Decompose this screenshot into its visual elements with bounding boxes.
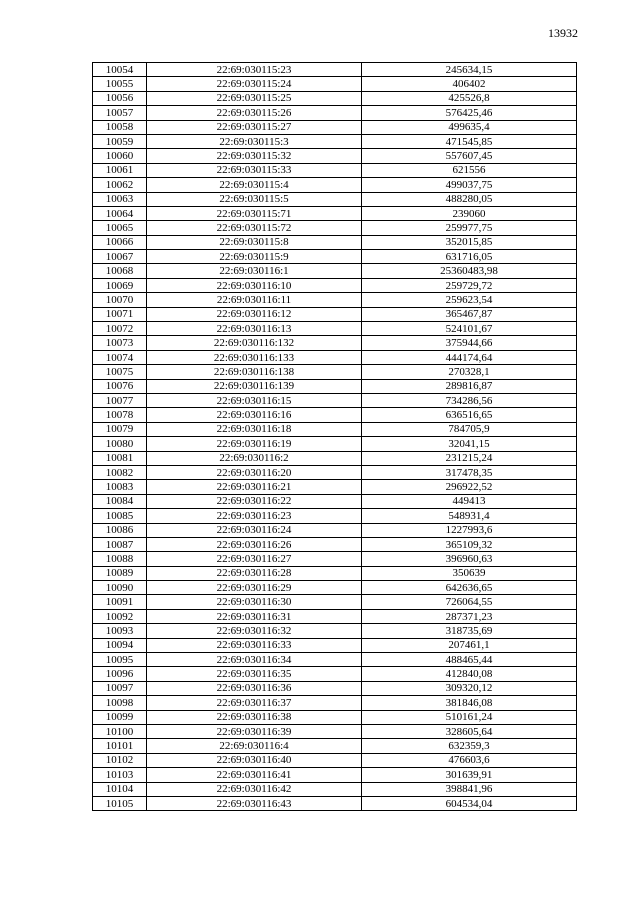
row-number-cell: 10058: [93, 120, 147, 134]
value-cell: 231215,24: [362, 451, 577, 465]
table-row: [93, 322, 577, 336]
row-number-cell: 10059: [93, 134, 147, 148]
value-cell: 365109,32: [362, 537, 577, 551]
value-cell: 499635,4: [362, 120, 577, 134]
row-number-cell: 10068: [93, 264, 147, 278]
row-number-cell: 10061: [93, 163, 147, 177]
value-cell: 557607,45: [362, 149, 577, 163]
table-row: [93, 509, 577, 523]
cadastral-number-cell: 22:69:030116:27: [147, 552, 362, 566]
table-row: [93, 724, 577, 738]
value-cell: 328605,64: [362, 724, 577, 738]
value-cell: 604534,04: [362, 796, 577, 810]
table-row: [93, 624, 577, 638]
row-number-cell: 10101: [93, 739, 147, 753]
value-cell: 425526,8: [362, 91, 577, 105]
cadastral-number-cell: 22:69:030115:3: [147, 134, 362, 148]
table-row: [93, 566, 577, 580]
value-cell: 301639,91: [362, 768, 577, 782]
cadastral-number-cell: 22:69:030116:41: [147, 768, 362, 782]
cadastral-number-cell: 22:69:030115:23: [147, 63, 362, 77]
value-cell: 471545,85: [362, 134, 577, 148]
table-row: [93, 696, 577, 710]
cadastral-number-cell: 22:69:030115:24: [147, 77, 362, 91]
value-cell: 375944,66: [362, 336, 577, 350]
row-number-cell: 10103: [93, 768, 147, 782]
row-number-cell: 10092: [93, 609, 147, 623]
row-number-cell: 10099: [93, 710, 147, 724]
row-number-cell: 10087: [93, 537, 147, 551]
value-cell: 548931,4: [362, 509, 577, 523]
cadastral-number-cell: 22:69:030116:33: [147, 638, 362, 652]
value-cell: 396960,63: [362, 552, 577, 566]
cadastral-number-cell: 22:69:030116:11: [147, 293, 362, 307]
table-row: [93, 264, 577, 278]
value-cell: 318735,69: [362, 624, 577, 638]
row-number-cell: 10062: [93, 178, 147, 192]
table-row: [93, 149, 577, 163]
row-number-cell: 10097: [93, 681, 147, 695]
cadastral-number-cell: 22:69:030116:34: [147, 653, 362, 667]
cadastral-number-cell: 22:69:030116:23: [147, 509, 362, 523]
cadastral-number-cell: 22:69:030116:28: [147, 566, 362, 580]
row-number-cell: 10064: [93, 206, 147, 220]
value-cell: 449413: [362, 494, 577, 508]
value-cell: 406402: [362, 77, 577, 91]
table-row: [93, 494, 577, 508]
cadastral-number-cell: 22:69:030116:43: [147, 796, 362, 810]
row-number-cell: 10075: [93, 365, 147, 379]
value-cell: 352015,85: [362, 235, 577, 249]
value-cell: 444174,64: [362, 350, 577, 364]
value-cell: 309320,12: [362, 681, 577, 695]
cadastral-number-cell: 22:69:030115:9: [147, 250, 362, 264]
value-cell: 317478,35: [362, 465, 577, 479]
row-number-cell: 10078: [93, 408, 147, 422]
row-number-cell: 10079: [93, 422, 147, 436]
value-cell: 631716,05: [362, 250, 577, 264]
table-row: [93, 523, 577, 537]
cadastral-number-cell: 22:69:030116:19: [147, 437, 362, 451]
table-row: [93, 293, 577, 307]
row-number-cell: 10073: [93, 336, 147, 350]
value-cell: 784705,9: [362, 422, 577, 436]
table-row: [93, 350, 577, 364]
cadastral-number-cell: 22:69:030116:4: [147, 739, 362, 753]
row-number-cell: 10102: [93, 753, 147, 767]
row-number-cell: 10069: [93, 278, 147, 292]
table-row: [93, 681, 577, 695]
value-cell: 270328,1: [362, 365, 577, 379]
cadastral-number-cell: 22:69:030116:26: [147, 537, 362, 551]
table-row: [93, 120, 577, 134]
value-cell: 476603,6: [362, 753, 577, 767]
value-cell: 499037,75: [362, 178, 577, 192]
cadastral-number-cell: 22:69:030115:72: [147, 221, 362, 235]
cadastral-number-cell: 22:69:030115:25: [147, 91, 362, 105]
cadastral-number-cell: 22:69:030116:40: [147, 753, 362, 767]
row-number-cell: 10104: [93, 782, 147, 796]
row-number-cell: 10063: [93, 192, 147, 206]
page-number: 13932: [548, 26, 578, 40]
value-cell: 734286,56: [362, 393, 577, 407]
table-row: [93, 638, 577, 652]
cadastral-number-cell: 22:69:030116:10: [147, 278, 362, 292]
table-row: [93, 163, 577, 177]
table-row: [93, 465, 577, 479]
value-cell: 259729,72: [362, 278, 577, 292]
row-number-cell: 10086: [93, 523, 147, 537]
cadastral-number-cell: 22:69:030115:71: [147, 206, 362, 220]
table-row: [93, 106, 577, 120]
table-row: [93, 480, 577, 494]
table-row: [93, 782, 577, 796]
table-row: [93, 336, 577, 350]
value-cell: 259977,75: [362, 221, 577, 235]
cadastral-number-cell: 22:69:030116:24: [147, 523, 362, 537]
table-row: [93, 221, 577, 235]
row-number-cell: 10091: [93, 595, 147, 609]
cadastral-number-cell: 22:69:030116:42: [147, 782, 362, 796]
value-cell: 287371,23: [362, 609, 577, 623]
table-row: [93, 365, 577, 379]
row-number-cell: 10074: [93, 350, 147, 364]
value-cell: 488280,05: [362, 192, 577, 206]
table-row: [93, 192, 577, 206]
value-cell: 510161,24: [362, 710, 577, 724]
cadastral-number-cell: 22:69:030116:21: [147, 480, 362, 494]
table-row: [93, 595, 577, 609]
cadastral-number-cell: 22:69:030116:132: [147, 336, 362, 350]
registry-table-body: [93, 63, 577, 811]
cadastral-number-cell: 22:69:030116:39: [147, 724, 362, 738]
value-cell: 259623,54: [362, 293, 577, 307]
row-number-cell: 10090: [93, 581, 147, 595]
row-number-cell: 10056: [93, 91, 147, 105]
value-cell: 296922,52: [362, 480, 577, 494]
row-number-cell: 10083: [93, 480, 147, 494]
row-number-cell: 10077: [93, 393, 147, 407]
value-cell: 576425,46: [362, 106, 577, 120]
row-number-cell: 10096: [93, 667, 147, 681]
table-row: [93, 609, 577, 623]
cadastral-number-cell: 22:69:030115:27: [147, 120, 362, 134]
table-row: [93, 753, 577, 767]
value-cell: 350639: [362, 566, 577, 580]
cadastral-number-cell: 22:69:030116:16: [147, 408, 362, 422]
row-number-cell: 10098: [93, 696, 147, 710]
cadastral-number-cell: 22:69:030116:31: [147, 609, 362, 623]
cadastral-number-cell: 22:69:030115:26: [147, 106, 362, 120]
cadastral-number-cell: 22:69:030116:139: [147, 379, 362, 393]
row-number-cell: 10085: [93, 509, 147, 523]
row-number-cell: 10055: [93, 77, 147, 91]
cadastral-number-cell: 22:69:030116:35: [147, 667, 362, 681]
value-cell: 621556: [362, 163, 577, 177]
value-cell: 32041,15: [362, 437, 577, 451]
row-number-cell: 10081: [93, 451, 147, 465]
cadastral-number-cell: 22:69:030116:18: [147, 422, 362, 436]
cadastral-number-cell: 22:69:030116:32: [147, 624, 362, 638]
row-number-cell: 10082: [93, 465, 147, 479]
row-number-cell: 10088: [93, 552, 147, 566]
table-row: [93, 408, 577, 422]
row-number-cell: 10095: [93, 653, 147, 667]
value-cell: 1227993,6: [362, 523, 577, 537]
value-cell: 245634,15: [362, 63, 577, 77]
cadastral-number-cell: 22:69:030115:33: [147, 163, 362, 177]
cadastral-number-cell: 22:69:030116:13: [147, 322, 362, 336]
table-row: [93, 768, 577, 782]
table-row: [93, 667, 577, 681]
table-row: [93, 91, 577, 105]
cadastral-number-cell: 22:69:030116:15: [147, 393, 362, 407]
value-cell: 642636,65: [362, 581, 577, 595]
value-cell: 365467,87: [362, 307, 577, 321]
row-number-cell: 10067: [93, 250, 147, 264]
row-number-cell: 10089: [93, 566, 147, 580]
table-row: [93, 537, 577, 551]
row-number-cell: 10076: [93, 379, 147, 393]
value-cell: 636516,65: [362, 408, 577, 422]
row-number-cell: 10100: [93, 724, 147, 738]
cadastral-number-cell: 22:69:030116:138: [147, 365, 362, 379]
table-row: [93, 77, 577, 91]
row-number-cell: 10070: [93, 293, 147, 307]
table-row: [93, 235, 577, 249]
row-number-cell: 10065: [93, 221, 147, 235]
cadastral-number-cell: 22:69:030116:12: [147, 307, 362, 321]
table-row: [93, 653, 577, 667]
cadastral-number-cell: 22:69:030116:37: [147, 696, 362, 710]
value-cell: 632359,3: [362, 739, 577, 753]
table-row: [93, 250, 577, 264]
cadastral-number-cell: 22:69:030116:29: [147, 581, 362, 595]
table-row: [93, 379, 577, 393]
value-cell: 25360483,98: [362, 264, 577, 278]
table-row: [93, 710, 577, 724]
value-cell: 488465,44: [362, 653, 577, 667]
table-row: [93, 796, 577, 810]
table-row: [93, 437, 577, 451]
cadastral-number-cell: 22:69:030116:38: [147, 710, 362, 724]
value-cell: 381846,08: [362, 696, 577, 710]
table-row: [93, 552, 577, 566]
table-row: [93, 278, 577, 292]
row-number-cell: 10071: [93, 307, 147, 321]
value-cell: 239060: [362, 206, 577, 220]
cadastral-number-cell: 22:69:030115:4: [147, 178, 362, 192]
row-number-cell: 10072: [93, 322, 147, 336]
cadastral-number-cell: 22:69:030115:5: [147, 192, 362, 206]
value-cell: 289816,87: [362, 379, 577, 393]
table-row: [93, 307, 577, 321]
table-row: [93, 63, 577, 77]
row-number-cell: 10105: [93, 796, 147, 810]
table-row: [93, 134, 577, 148]
value-cell: 207461,1: [362, 638, 577, 652]
table-row: [93, 422, 577, 436]
cadastral-number-cell: 22:69:030116:22: [147, 494, 362, 508]
value-cell: 412840,08: [362, 667, 577, 681]
row-number-cell: 10084: [93, 494, 147, 508]
value-cell: 524101,67: [362, 322, 577, 336]
cadastral-number-cell: 22:69:030115:8: [147, 235, 362, 249]
table-row: [93, 206, 577, 220]
cadastral-number-cell: 22:69:030115:32: [147, 149, 362, 163]
row-number-cell: 10080: [93, 437, 147, 451]
table-row: [93, 581, 577, 595]
value-cell: 398841,96: [362, 782, 577, 796]
cadastral-number-cell: 22:69:030116:1: [147, 264, 362, 278]
row-number-cell: 10066: [93, 235, 147, 249]
cadastral-number-cell: 22:69:030116:30: [147, 595, 362, 609]
cadastral-number-cell: 22:69:030116:36: [147, 681, 362, 695]
registry-table: [92, 62, 577, 811]
cadastral-number-cell: 22:69:030116:2: [147, 451, 362, 465]
row-number-cell: 10093: [93, 624, 147, 638]
table-row: [93, 739, 577, 753]
row-number-cell: 10057: [93, 106, 147, 120]
value-cell: 726064,55: [362, 595, 577, 609]
row-number-cell: 10060: [93, 149, 147, 163]
row-number-cell: 10054: [93, 63, 147, 77]
table-row: [93, 393, 577, 407]
table-row: [93, 451, 577, 465]
table-row: [93, 178, 577, 192]
row-number-cell: 10094: [93, 638, 147, 652]
cadastral-number-cell: 22:69:030116:20: [147, 465, 362, 479]
cadastral-number-cell: 22:69:030116:133: [147, 350, 362, 364]
